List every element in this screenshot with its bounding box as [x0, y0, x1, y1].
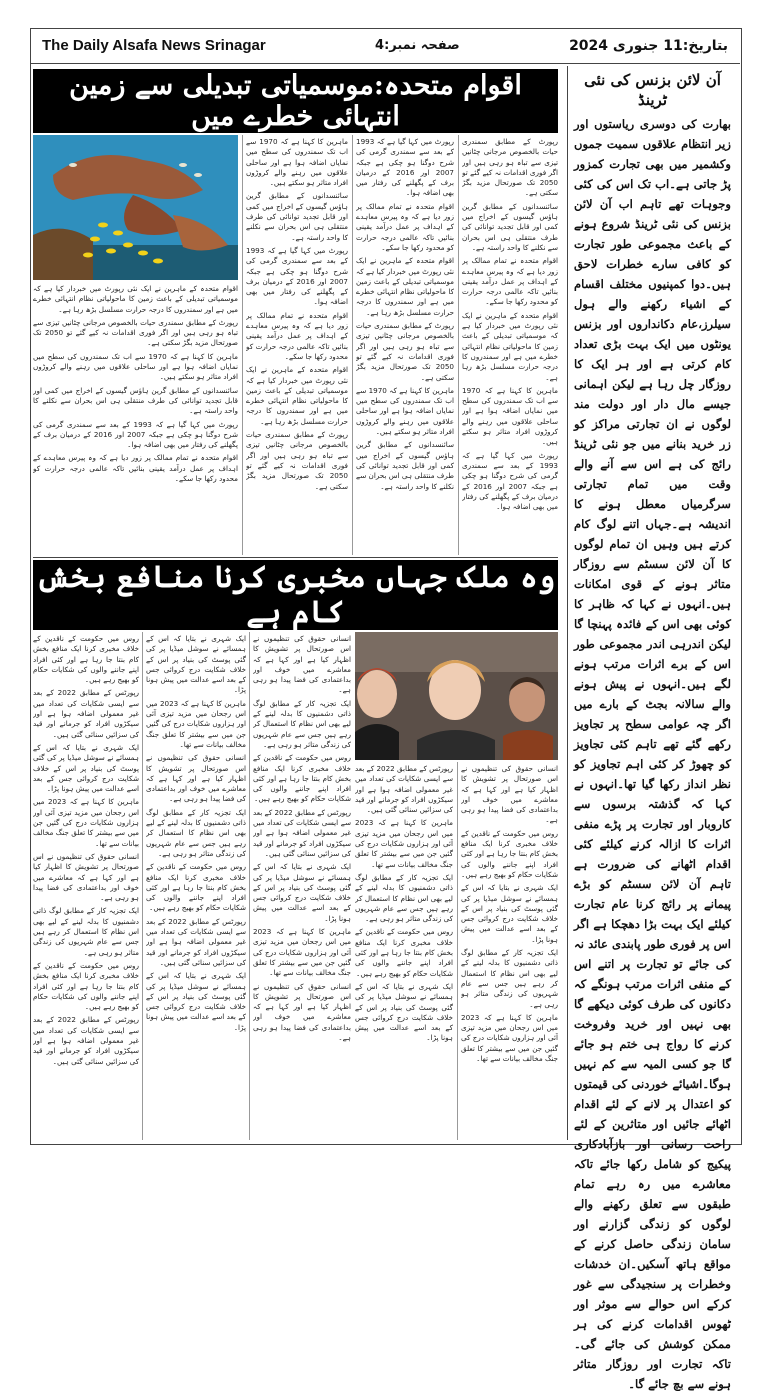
- column-divider: [142, 632, 143, 1140]
- column-divider: [458, 135, 459, 555]
- story2-column-3: [253, 634, 351, 1138]
- story1-headline: اقوام متحدہ:موسمیاتی تبدیلی سے زمین انتہائی خطرے میں: [33, 69, 558, 133]
- story2-paragraph: انسانی حقوق کی تنظیموں نے اس صورتحال پر تشویش کا اظہار کیا ہے اور کہا ہے کہ معاشرے میں خوف اور بداعتمادی کی فضا پیدا ہو رہی ہے۔: [253, 981, 351, 1042]
- story2-column-5: [461, 764, 558, 1138]
- story1-paragraph: سائنسدانوں کے مطابق گرین ہاؤس گیسوں کے اخراج میں کمی اور قابل تجدید توانائی کی طرف منتقلی ہی اس بحران سے نکلنے کا واحد راستہ ہے۔: [356, 440, 454, 491]
- story2-paragraph: رپورٹس کے مطابق 2022 کے بعد سے ایسی شکایات کی تعداد میں غیر معمولی اضافہ ہوا ہے اور سیکڑوں افراد کو جرمانے اور قید کی سزائیں سنائی گئی ہیں۔: [33, 688, 139, 739]
- story2-headline: وہ ملک جہاں مخبری کرنا منافع بخش کام ہے: [33, 560, 558, 630]
- story1-paragraph: ماہرین کا کہنا ہے کہ 1970 سے اب تک سمندروں کی سطح میں نمایاں اضافہ ہوا ہے اور ساحلی علاقوں میں رہنے والے کروڑوں افراد متاثر ہو سکتے ہیں۔: [462, 385, 558, 447]
- story2-paragraph: ایک تجزیہ کار کے مطابق لوگ ذاتی دشمنیوں کا بدلہ لینے کے لیے بھی اس نظام کا استعمال کر رہے ہیں جس سے عام شہریوں کی زندگی متاثر ہو رہی ہے۔: [253, 698, 351, 749]
- story1-paragraph: ماہرین کا کہنا ہے کہ 1970 سے اب تک سمندروں کی سطح میں نمایاں اضافہ ہوا ہے اور ساحلی علاقوں میں رہنے والے کروڑوں افراد متاثر ہو سکتے ہیں۔: [246, 137, 348, 188]
- page-number: صفحہ نمبر:4: [375, 38, 460, 53]
- story1-paragraph: سائنسدانوں کے مطابق گرین ہاؤس گیسوں کے اخراج میں کمی اور قابل تجدید توانائی کی طرف منتقلی ہی اس بحران سے نکلنے کا واحد راستہ ہے۔: [33, 385, 238, 416]
- story2-paragraph: ایک شہری نے بتایا کہ اس کے ہمسائے نے سوشل میڈیا پر کی گئی پوسٹ کی بنیاد پر اس کے خلاف شکایت درج کروائی جس کے بعد اسے عدالت میں پیش ہونا پڑا۔: [33, 742, 139, 794]
- story2-paragraph: ایک تجزیہ کار کے مطابق لوگ ذاتی دشمنیوں کا بدلہ لینے کے لیے بھی اس نظام کا استعمال کر رہے ہیں جس سے عام شہریوں کی زندگی متاثر ہو رہی ہے۔: [355, 872, 453, 924]
- story2-paragraph: ایک شہری نے بتایا کہ اس کے ہمسائے نے سوشل میڈیا پر کی گئی پوسٹ کی بنیاد پر اس کے خلاف شکایت درج کروائی جس کے بعد اسے عدالت میں پیش ہونا پڑا۔: [146, 634, 246, 695]
- column-divider: [352, 135, 353, 555]
- issue-date: بتاریخ:11 جنوری 2024: [569, 37, 728, 54]
- story2-paragraph: ماہرین کا کہنا ہے کہ 2023 میں اس رجحان میں مزید تیزی آئی اور ہزاروں شکایات درج کی گئیں جن میں سے بیشتر کا تعلق جنگ مخالف بیانات سے تھا۔: [253, 927, 351, 978]
- story2-paragraph: ماہرین کا کہنا ہے کہ 2023 میں اس رجحان میں مزید تیزی آئی اور ہزاروں شکایات درج کی گئیں جن میں سے بیشتر کا تعلق جنگ مخالف بیانات سے تھا۔: [461, 1012, 558, 1064]
- story2-paragraph: روس میں حکومت کے ناقدین کے خلاف مخبری کرنا ایک منافع بخش کام بنتا جا رہا ہے اور کئی افراد اپنے جاننے والوں کی شکایات حکام کو بھیج رہے ہیں۔: [33, 634, 139, 685]
- column-divider: [249, 632, 250, 1140]
- story2-paragraph: ایک تجزیہ کار کے مطابق لوگ ذاتی دشمنیوں کا بدلہ لینے کے لیے بھی اس نظام کا استعمال کر رہے ہیں جس سے عام شہریوں کی زندگی متاثر ہو رہی ہے۔: [146, 807, 246, 858]
- story2-paragraph: ماہرین کا کہنا ہے کہ 2023 میں اس رجحان میں مزید تیزی آئی اور ہزاروں شکایات درج کی گئیں جن میں سے بیشتر کا تعلق جنگ مخالف بیانات سے تھا۔: [146, 698, 246, 749]
- story2-paragraph: انسانی حقوق کی تنظیموں نے اس صورتحال پر تشویش کا اظہار کیا ہے اور کہا ہے کہ معاشرے میں خوف اور بداعتمادی کی فضا پیدا ہو رہی ہے۔: [146, 753, 246, 804]
- story2-paragraph: انسانی حقوق کی تنظیموں نے اس صورتحال پر تشویش کا اظہار کیا ہے اور کہا ہے کہ معاشرے میں خوف اور بداعتمادی کی فضا پیدا ہو رہی ہے۔: [461, 764, 558, 825]
- story2-column-1: [33, 634, 139, 1138]
- column-divider: [457, 762, 458, 1140]
- story2-paragraph: ایک شہری نے بتایا کہ اس کے ہمسائے نے سوشل میڈیا پر کی گئی پوسٹ کی بنیاد پر اس کے خلاف شکایت درج کروائی جس کے بعد اسے عدالت میں پیش ہونا پڑا۔: [461, 883, 558, 944]
- story2-paragraph: رپورٹس کے مطابق 2022 کے بعد سے ایسی شکایات کی تعداد میں غیر معمولی اضافہ ہوا ہے اور سیکڑوں افراد کو جرمانے اور قید کی سزائیں سنائی گئی ہیں۔: [253, 807, 351, 858]
- story2-paragraph: روس میں حکومت کے ناقدین کے خلاف مخبری کرنا ایک منافع بخش کام بنتا جا رہا ہے اور کئی افراد اپنے جاننے والوں کی شکایات حکام کو بھیج رہے ہیں۔: [461, 828, 558, 879]
- story2-paragraph: ایک شہری نے بتایا کہ اس کے ہمسائے نے سوشل میڈیا پر کی گئی پوسٹ کی بنیاد پر اس کے خلاف شکایت درج کروائی جس کے بعد اسے عدالت میں پیش ہونا پڑا۔: [355, 981, 453, 1043]
- story1-paragraph: سائنسدانوں کے مطابق گرین ہاؤس گیسوں کے اخراج میں کمی اور قابل تجدید توانائی کی طرف منتقلی ہی اس بحران سے نکلنے کا واحد راستہ ہے۔: [462, 201, 558, 252]
- three-people-portrait-photo: [355, 632, 558, 760]
- story2-paragraph: ماہرین کا کہنا ہے کہ 2023 میں اس رجحان میں مزید تیزی آئی اور ہزاروں شکایات درج کی گئیں جن میں سے بیشتر کا تعلق جنگ مخالف بیانات سے تھا۔: [355, 818, 453, 869]
- story1-paragraph: اقوام متحدہ نے تمام ممالک پر زور دیا ہے کہ وہ پیرس معاہدے کے اہداف پر عمل درآمد یقینی بنائیں تاکہ عالمی درجہ حرارت کو محدود رکھا جا سکے۔: [246, 310, 348, 361]
- story2-paragraph: رپورٹس کے مطابق 2022 کے بعد سے ایسی شکایات کی تعداد میں غیر معمولی اضافہ ہوا ہے اور سیکڑوں افراد کو جرمانے اور قید کی سزائیں سنائی گئی ہیں۔: [146, 916, 246, 967]
- story2-paragraph: انسانی حقوق کی تنظیموں نے اس صورتحال پر تشویش کا اظہار کیا ہے اور کہا ہے کہ معاشرے میں خوف اور بداعتمادی کی فضا پیدا ہو رہی ہے۔: [253, 634, 351, 695]
- story1-column-4: [462, 137, 558, 555]
- sidebar-article: [567, 66, 737, 1391]
- story1-paragraph: ماہرین کا کہنا ہے کہ 1970 سے اب تک سمندروں کی سطح میں نمایاں اضافہ ہوا ہے اور ساحلی علاقوں میں رہنے والے کروڑوں افراد متاثر ہو سکتے ہیں۔: [33, 351, 238, 382]
- story2-paragraph: روس میں حکومت کے ناقدین کے خلاف مخبری کرنا ایک منافع بخش کام بنتا جا رہا ہے اور کئی افراد اپنے جاننے والوں کی شکایات حکام کو بھیج رہے ہیں۔: [355, 927, 453, 978]
- story1-column-1: [33, 284, 238, 554]
- story1-paragraph: رپورٹ کے مطابق سمندری حیات بالخصوص مرجانی چٹانیں تیزی سے تباہ ہو رہی ہیں اور اگر فوری اقدامات نہ کیے گئے تو 2050 تک صورتحال مزید بگڑ سکتی ہے۔: [246, 430, 348, 491]
- column-divider: [242, 135, 243, 555]
- story1-paragraph: اقوام متحدہ کے ماہرین نے ایک نئی رپورٹ میں خبردار کیا ہے کہ موسمیاتی تبدیلی کے باعث زمین کا ماحولیاتی نظام انتہائی خطرے میں ہے اور سمندروں کا درجہ حرارت مسلسل بڑھ رہا ہے۔: [246, 365, 348, 426]
- story2-column-2: [146, 634, 246, 1138]
- story1-column-3: [356, 137, 454, 555]
- story1-column-2: [246, 137, 348, 555]
- story2-column-4: [355, 764, 453, 1138]
- story1-paragraph: رپورٹ کے مطابق سمندری حیات بالخصوص مرجانی چٹانیں تیزی سے تباہ ہو رہی ہیں اور اگر فوری اقدامات نہ کیے گئے تو 2050 تک صورتحال مزید بگڑ سکتی ہے۔: [462, 137, 558, 198]
- story2-paragraph: انسانی حقوق کی تنظیموں نے اس صورتحال پر تشویش کا اظہار کیا ہے اور کہا ہے کہ معاشرے میں خوف اور بداعتمادی کی فضا پیدا ہو رہی ہے۔: [33, 851, 139, 903]
- story1-paragraph: رپورٹ میں کہا گیا ہے کہ 1993 کے بعد سے سمندری گرمی کی شرح دوگنا ہو چکی ہے جبکہ 2007 اور 2016 کے درمیان برف کے پگھلنے کی رفتار میں بھی اضافہ ہوا۔: [462, 450, 558, 512]
- story2-paragraph: روس میں حکومت کے ناقدین کے خلاف مخبری کرنا ایک منافع بخش کام بنتا جا رہا ہے اور کئی افراد اپنے جاننے والوں کی شکایات حکام کو بھیج رہے ہیں۔: [146, 862, 246, 913]
- coral-reef-photo: [33, 135, 238, 280]
- sidebar-title: آن لائن بزنس کی نئی ٹرینڈ: [584, 71, 721, 109]
- story1-paragraph: اقوام متحدہ نے تمام ممالک پر زور دیا ہے کہ وہ پیرس معاہدے کے اہداف پر عمل درآمد یقینی بنائیں تاکہ عالمی درجہ حرارت کو محدود رکھا جا سکے۔: [33, 453, 238, 484]
- story1-paragraph: رپورٹ میں کہا گیا ہے کہ 1993 کے بعد سے سمندری گرمی کی شرح دوگنا ہو چکی ہے جبکہ 2007 اور 2016 کے درمیان برف کے پگھلنے کی رفتار میں بھی اضافہ ہوا۔: [33, 419, 238, 450]
- story1-paragraph: رپورٹ میں کہا گیا ہے کہ 1993 کے بعد سے سمندری گرمی کی شرح دوگنا ہو چکی ہے جبکہ 2007 اور 2016 کے درمیان برف کے پگھلنے کی رفتار میں بھی اضافہ ہوا۔: [356, 137, 454, 198]
- story1-paragraph: اقوام متحدہ نے تمام ممالک پر زور دیا ہے کہ وہ پیرس معاہدے کے اہداف پر عمل درآمد یقینی بنائیں تاکہ عالمی درجہ حرارت کو محدود رکھا جا سکے۔: [356, 201, 454, 252]
- story1-paragraph: اقوام متحدہ نے تمام ممالک پر زور دیا ہے کہ وہ پیرس معاہدے کے اہداف پر عمل درآمد یقینی بنائیں تاکہ عالمی درجہ حرارت کو محدود رکھا جا سکے۔: [462, 256, 558, 307]
- story1-paragraph: سائنسدانوں کے مطابق گرین ہاؤس گیسوں کے اخراج میں کمی اور قابل تجدید توانائی کی طرف منتقلی ہی اس بحران سے نکلنے کا واحد راستہ ہے۔: [246, 191, 348, 242]
- masthead: [30, 28, 740, 64]
- newspaper-name: The Daily Alsafa News Srinagar: [42, 37, 266, 54]
- story1-paragraph: اقوام متحدہ کے ماہرین نے ایک نئی رپورٹ میں خبردار کیا ہے کہ موسمیاتی تبدیلی کے باعث زمین کا ماحولیاتی نظام انتہائی خطرے میں ہے اور سمندروں کا درجہ حرارت مسلسل بڑھ رہا ہے۔: [462, 310, 558, 382]
- story2-paragraph: ایک تجزیہ کار کے مطابق لوگ ذاتی دشمنیوں کا بدلہ لینے کے لیے بھی اس نظام کا استعمال کر رہے ہیں جس سے عام شہریوں کی زندگی متاثر ہو رہی ہے۔: [461, 948, 558, 1009]
- story2-paragraph: ایک شہری نے بتایا کہ اس کے ہمسائے نے سوشل میڈیا پر کی گئی پوسٹ کی بنیاد پر اس کے خلاف شکایت درج کروائی جس کے بعد اسے عدالت میں پیش ہونا پڑا۔: [146, 971, 246, 1032]
- story2-paragraph: روس میں حکومت کے ناقدین کے خلاف مخبری کرنا ایک منافع بخش کام بنتا جا رہا ہے اور کئی افراد اپنے جاننے والوں کی شکایات حکام کو بھیج رہے ہیں۔: [33, 960, 139, 1012]
- story2-paragraph: روس میں حکومت کے ناقدین کے خلاف مخبری کرنا ایک منافع بخش کام بنتا جا رہا ہے اور کئی افراد اپنے جاننے والوں کی شکایات حکام کو بھیج رہے ہیں۔: [253, 753, 351, 804]
- story2-paragraph: ماہرین کا کہنا ہے کہ 2023 میں اس رجحان میں مزید تیزی آئی اور ہزاروں شکایات درج کی گئیں جن میں سے بیشتر کا تعلق جنگ مخالف بیانات سے تھا۔: [33, 797, 139, 848]
- story2-paragraph: ایک تجزیہ کار کے مطابق لوگ ذاتی دشمنیوں کا بدلہ لینے کے لیے بھی اس نظام کا استعمال کر رہے ہیں جس سے عام شہریوں کی زندگی متاثر ہو رہی ہے۔: [33, 906, 139, 957]
- story1-paragraph: رپورٹ کے مطابق سمندری حیات بالخصوص مرجانی چٹانیں تیزی سے تباہ ہو رہی ہیں اور اگر فوری اقدامات نہ کیے گئے تو 2050 تک صورتحال مزید بگڑ سکتی ہے۔: [356, 321, 454, 382]
- story2-paragraph: رپورٹس کے مطابق 2022 کے بعد سے ایسی شکایات کی تعداد میں غیر معمولی اضافہ ہوا ہے اور سیکڑوں افراد کو جرمانے اور قید کی سزائیں سنائی گئی ہیں۔: [33, 1015, 139, 1066]
- sidebar-body: بھارت کی دوسری ریاستوں اور زیر انتظام علاقوں سمیت جموں وکشمیر میں بھی تجارت کمزور پڑ جاتی ہے۔اب تک اس کی کئی وجوہات تھے تاہم اب آن لائن بزنس کی نئی ٹرینڈ شروع ہونے کے باعث مجموعی طور تجارت کو کافی سارے خطرات لاحق ہیں۔دوا کمپنیوں مختلف اقسام کے اشیاء رکھنے والے ہول سیلرز،عام دکانداروں اور بزنس یونٹوں میں ایک بہت بڑی تعداد کام کرتی ہے اور ہر ایک کا روزگار چل رہا ہے لیکن اہمانی جیسے مال دار اور دولت مند لوگوں نے ان تجارتی مراکز کو زر خرید بنانے میں جو نئی ٹرینڈ رائج کی ہے اس سے آنے والے وقت میں تمام تجارتی سرگرمیاں معطل ہونے کا اندیشہ ہے۔جہاں اتنے لوگ کام کرتے ہیں وہیں ان تمام لوگوں کا آن لائن سسٹم سے روزگار متاثر ہونے کے قوی امکانات ہیں۔انہوں نے کہا کہ ظاہر کا کوئی بھی اس کے فائدہ پہنچا گا لیکن اندرہی اندر مجموعی طور اس کے برے اثرات مرتب ہونے لگے ہیں۔انہوں نے پیش ہونے والے سالانہ بجٹ کے بارے میں اگر چہ عوامی سطح پر تجاویز رکھے گئے تھے تاہم کئی تجاویز کو چھوڑ کر کئی اہم تجاویز کو نظر انداز رکھا گیا تھا۔انہوں نے کہا کہ گذشتہ برسوں سے کاروبار اور تجارت پر پڑے منفی اثرات کا ازالہ کرنے کیلئے کئی اقدام اٹھانے کی ضرورت ہے تاہم آن لائن سسٹم کو بڑے پیمانے پر رائج کرنا عام تجارت کیلئے ایک بہت بڑا دھچکا ہے اگر اس پر فوری طور پابندی عائد نہ کی جائے تو تجارت پر اتنے اس کے منفی اثرات مرتب ہونگے کہ دکانوں کی طرف کوئی دیکھے گا بھی نہیں اور خرید وفروخت کرنے کا رواج ہی ختم ہو جائے گا جو کسی المیہ سے کم نہیں ہوگا۔اشیائے خوردنی کی قیمتوں کو اعتدال پر لانے کے لئے اقدام اٹھائے جائیں اور متاثرین کے لئے راحت رسانی اور بازآبادکاری پیکیج کو شامل رکھا جائے تاکہ معاشرے میں رہ رہے تمام طبقوں سے تعلق رکھنے والے لوگوں کو زندگی گزارنے اور سامان زندگی حاصل کرنے کے مواقع ہاتھ آسکیں۔ان خدشات وخطرات پر سنجیدگی سے غور کرکے اس حوالے سے موثر اور ٹھوس اقدامات کرنے کی ہر ممکن کوشش کی جائے گی۔تاکہ تجارت اور روزگار متاثر ہونے سے بچ جائے گا۔: [574, 117, 731, 1391]
- section-divider: [33, 557, 558, 558]
- story1-paragraph: رپورٹ میں کہا گیا ہے کہ 1993 کے بعد سے سمندری گرمی کی شرح دوگنا ہو چکی ہے جبکہ 2007 اور 2016 کے درمیان برف کے پگھلنے کی رفتار میں بھی اضافہ ہوا۔: [246, 245, 348, 307]
- story2-paragraph: رپورٹس کے مطابق 2022 کے بعد سے ایسی شکایات کی تعداد میں غیر معمولی اضافہ ہوا ہے اور سیکڑوں افراد کو جرمانے اور قید کی سزائیں سنائی گئی ہیں۔: [355, 764, 453, 815]
- story1-paragraph: ماہرین کا کہنا ہے کہ 1970 سے اب تک سمندروں کی سطح میں نمایاں اضافہ ہوا ہے اور ساحلی علاقوں میں رہنے والے کروڑوں افراد متاثر ہو سکتے ہیں۔: [356, 385, 454, 437]
- story2-paragraph: ایک شہری نے بتایا کہ اس کے ہمسائے نے سوشل میڈیا پر کی گئی پوسٹ کی بنیاد پر اس کے خلاف شکایت درج کروائی جس کے بعد اسے عدالت میں پیش ہونا پڑا۔: [253, 862, 351, 923]
- story1-paragraph: رپورٹ کے مطابق سمندری حیات بالخصوص مرجانی چٹانیں تیزی سے تباہ ہو رہی ہیں اور اگر فوری اقدامات نہ کیے گئے تو 2050 تک صورتحال مزید بگڑ سکتی ہے۔: [33, 317, 238, 348]
- story1-paragraph: اقوام متحدہ کے ماہرین نے ایک نئی رپورٹ میں خبردار کیا ہے کہ موسمیاتی تبدیلی کے باعث زمین کا ماحولیاتی نظام انتہائی خطرے میں ہے اور سمندروں کا درجہ حرارت مسلسل بڑھ رہا ہے۔: [356, 256, 454, 317]
- story1-paragraph: اقوام متحدہ کے ماہرین نے ایک نئی رپورٹ میں خبردار کیا ہے کہ موسمیاتی تبدیلی کے باعث زمین کا ماحولیاتی نظام انتہائی خطرے میں ہے اور سمندروں کا درجہ حرارت مسلسل بڑھ رہا ہے۔: [33, 284, 238, 314]
